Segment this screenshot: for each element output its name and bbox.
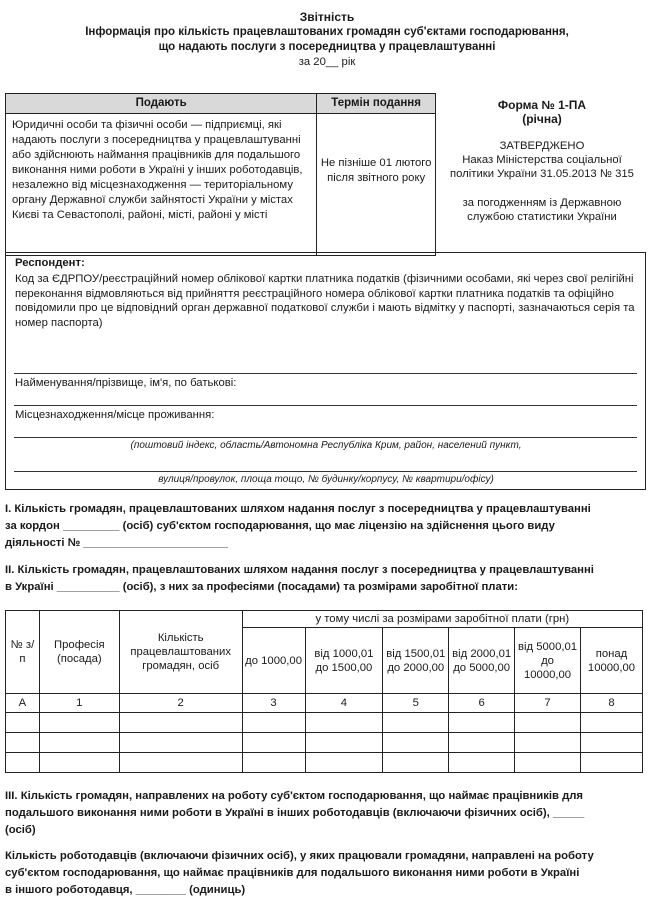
index-row [6,694,643,713]
table-cell[interactable] [242,713,305,733]
table-cell[interactable] [119,713,242,733]
section-3-line2: подальшого виконання ними роботи в Україні в інших роботодавців (включаючи фізичних осіб), _____ [5,807,585,819]
table-cell[interactable] [39,713,119,733]
code-entry-line[interactable] [14,373,637,374]
table-cell[interactable] [383,713,449,733]
respondent-heading: Респондент: [15,257,85,269]
index-cell: 3 [242,694,305,713]
location-label: Місцезнаходження/місце проживання: [15,409,215,421]
section-1-line1: І. Кількість громадян, працевлаштованих шляхом надання послуг з посередництва у працевлаштуванні [5,503,591,515]
agreement-note: за погодженням із Державною службою статистики України [462,197,622,223]
report-title: Звітність [299,10,355,24]
section-2-line1: ІІ. Кількість громадян, працевлаштованих шляхом надання послуг з посередництва у працевлаштуванні [5,564,594,576]
section-2 [5,562,645,596]
header-number: № з/п [6,611,40,694]
table-cell[interactable] [580,753,642,773]
table-row [6,733,643,753]
header-salary-6: понад 10000,00 [580,628,642,694]
respondent-code-text: Код за ЄДРПОУ/реєстраційний номер облікової картки платника податків (фізичними особами, які через свої релігійні переконання відмовляються від прийняття реєстраційного номера облікової картки платника податків та офіційно повідомили про це відповідний орган державної податкової служби і мають відмітку у паспорті, зазначаються серія та номер паспорта) [15,273,635,329]
table-cell[interactable] [305,713,383,733]
table-cell[interactable] [383,733,449,753]
section-1-line3: діяльності № _______________________ [5,537,228,549]
header-salary-3: від 1500,01 до 2000,00 [383,628,449,694]
approval-order: Наказ Міністерства соціальної політики України 31.05.2013 № 315 [450,154,634,180]
index-cell: А [6,694,40,713]
col-submitter-header: Подають [6,94,317,114]
index-cell: 4 [305,694,383,713]
deadline-cell: Не пізніше 01 лютого після звітного року [317,114,436,256]
table-cell[interactable] [39,733,119,753]
section-2-line2: в Україні __________ (осіб), з них за професіями (посадами) та розмірами заробітної плати: [5,581,519,593]
index-cell: 1 [39,694,119,713]
address-hint-1: (поштовий індекс, область/Автономна Республіка Крим, район, населений пункт, [130,440,522,451]
header-salary-2: від 1000,01 до 1500,00 [305,628,383,694]
section-4 [5,848,645,899]
table-cell[interactable] [305,753,383,773]
section-4-line1: Кількість роботодавців (включаючи фізичних осіб), у яких працювали громадяни, направлені на роботу [5,850,594,862]
index-cell: 2 [119,694,242,713]
table-cell[interactable] [6,753,40,773]
section-1 [5,501,645,552]
form-periodicity: (річна) [522,112,562,126]
form-info [442,98,642,224]
table-cell[interactable] [580,713,642,733]
table-cell[interactable] [449,753,515,773]
table-cell[interactable] [515,753,581,773]
submitter-cell: Юридичні особи та фізичні особи — підприємці, які надають послуги з посередництва у працевлаштуванні або здійснюють наймання працівників для подальшого виконання ними роботи в Україні у інших роботодавців, незалежно від місцезнаходження — територіальному органу Державної служби зайнятості України у містах Києві та Севастополі, районі, місті, районі у місті [6,114,317,256]
form-number: Форма № 1-ПА [497,98,587,112]
employment-table [5,610,643,773]
index-cell: 5 [383,694,449,713]
address-entry-line[interactable] [14,471,637,472]
table-cell[interactable] [449,733,515,753]
table-cell[interactable] [242,733,305,753]
table-cell[interactable] [449,713,515,733]
address-hint-2: вулиця/провулок, площа тощо, № будинку/корпусу, № квартири/офісу) [158,474,494,485]
table-cell[interactable] [119,753,242,773]
table-cell[interactable] [6,733,40,753]
col-deadline-header: Термін подання [317,94,436,114]
location-entry-line[interactable] [14,437,637,438]
table-cell[interactable] [383,753,449,773]
name-entry-line[interactable] [14,405,637,406]
approved-label: ЗАТВЕРДЖЕНО [499,140,585,152]
index-cell: 6 [449,694,515,713]
table-cell[interactable] [242,753,305,773]
submission-table [5,93,436,256]
header-profession: Професія (посада) [39,611,119,694]
section-1-line2: за кордон _________ (осіб) суб'єктом господарювання, що має ліцензію на здійснення цього виду [5,520,555,532]
index-cell: 8 [580,694,642,713]
report-title-block [40,10,614,70]
header-salary-5: від 5000,01 до 10000,00 [515,628,581,694]
section-3-line1: ІІІ. Кількість громадян, направлених на роботу суб'єктом господарювання, що наймає працівників для [5,790,584,802]
table-cell[interactable] [6,713,40,733]
table-cell[interactable] [580,733,642,753]
table-cell[interactable] [305,733,383,753]
section-3 [5,788,645,839]
table-cell[interactable] [515,733,581,753]
report-year-line: за 20__ рік [298,56,356,68]
section-3-line3: (осіб) [5,824,36,836]
table-row [6,753,643,773]
report-subtitle-line1: Інформація про кількість працевлаштованих громадян суб'єктами господарювання, [85,26,569,38]
header-employed-count: Кількість працевлаштованих громадян, осіб [119,611,242,694]
respondent-box [5,252,646,490]
table-cell[interactable] [39,753,119,773]
header-salary-4: від 2000,01 до 5000,00 [449,628,515,694]
table-row [6,713,643,733]
section-4-line2: суб'єктом господарювання, що наймає працівників для подальшого виконання ними роботи в Україні [5,867,580,879]
table-cell[interactable] [119,733,242,753]
name-label: Найменування/прізвище, ім'я, по батькові: [15,377,237,389]
index-cell: 7 [515,694,581,713]
report-subtitle-line2: що надають послуги з посередництва у працевлаштуванні [158,41,496,53]
header-salary-1: до 1000,00 [242,628,305,694]
section-4-line3: в іншого роботодавця, ________ (одиниць) [5,884,246,896]
header-salary-group: у тому числі за розмірами заробітної плати (грн) [242,611,642,628]
table-cell[interactable] [515,713,581,733]
